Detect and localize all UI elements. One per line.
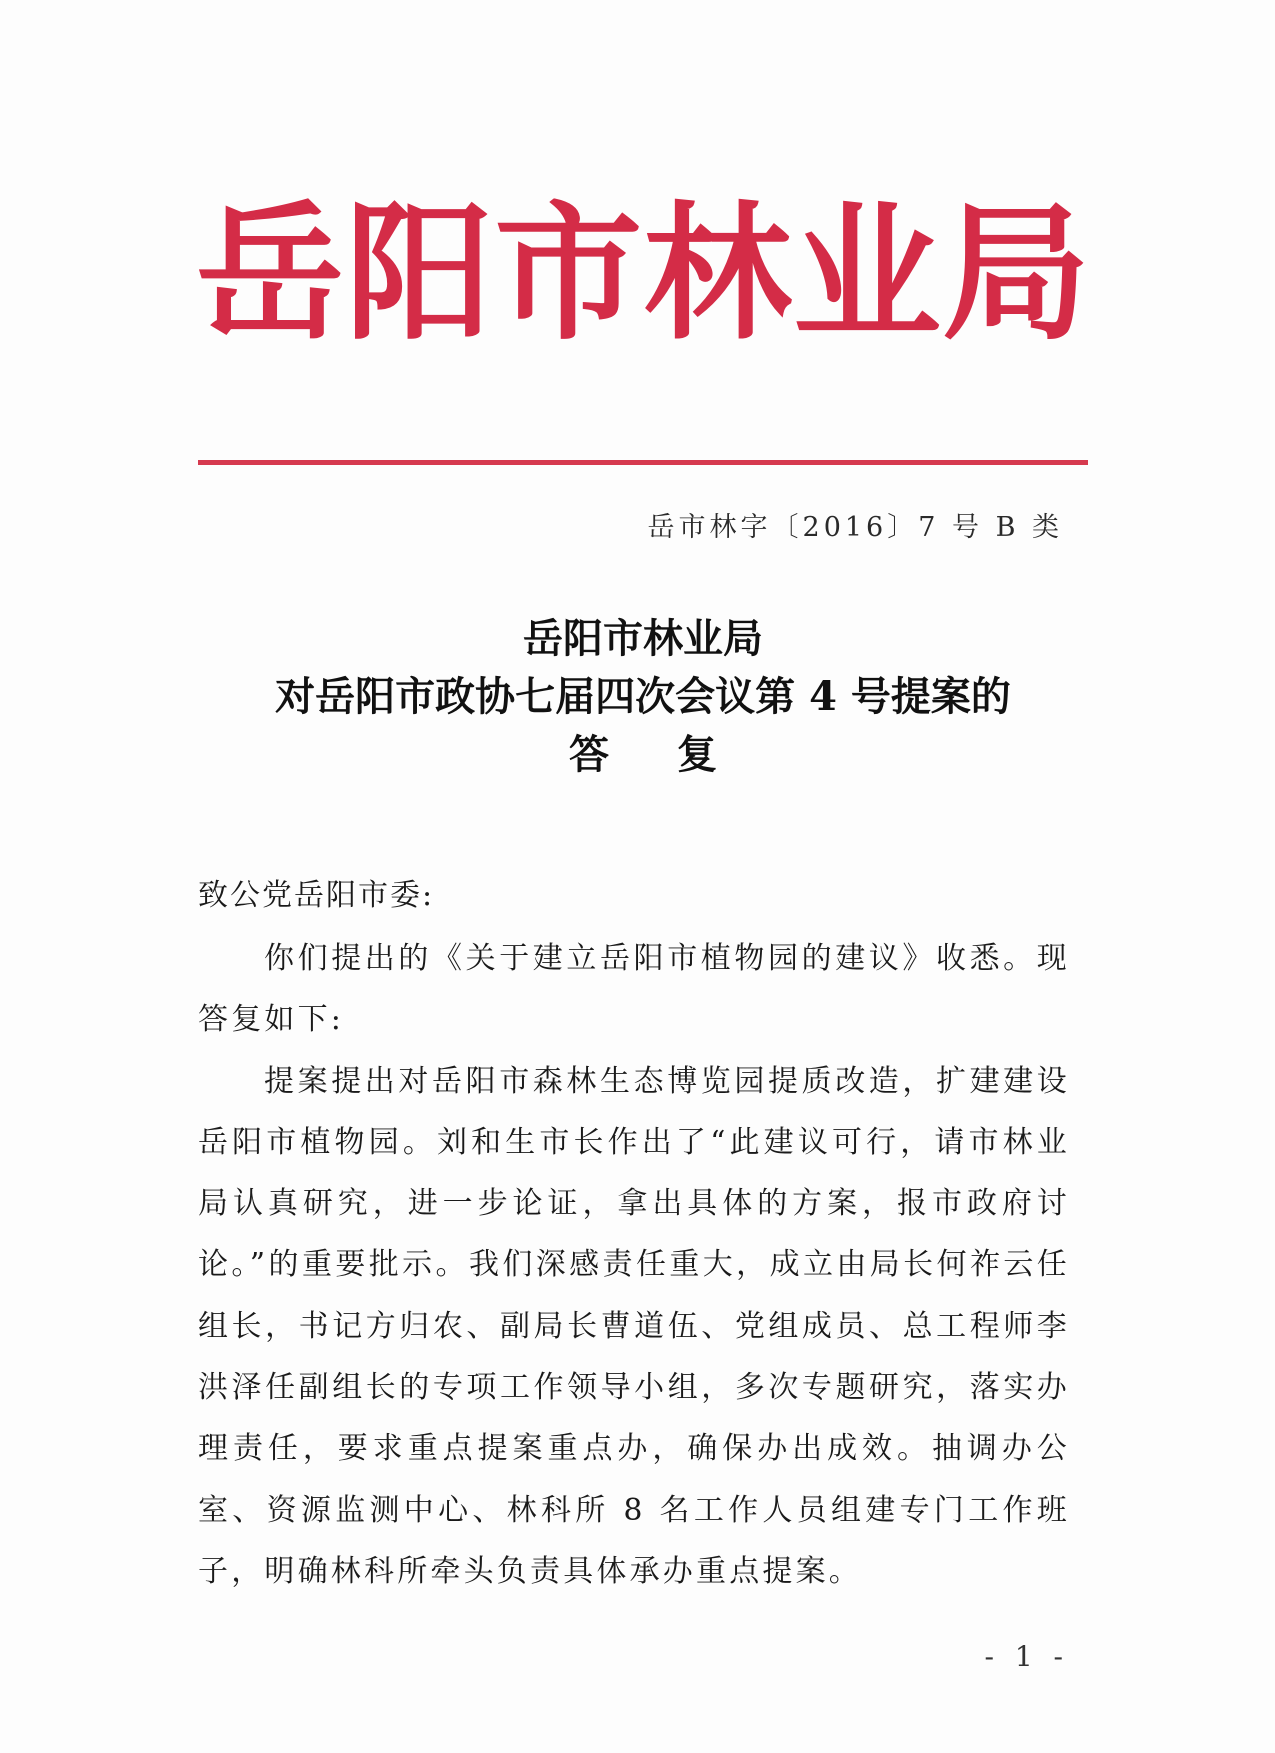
- body-paragraph: 你们提出的《关于建立岳阳市植物园的建议》收悉。现答复如下:: [198, 941, 1070, 1038]
- body-paragraph: 提案提出对岳阳市森林生态博览园提质改造，扩建建设岳阳市植物园。刘和生市长作出了“此建议可行，请市林业局认真研究，进一步论证，拿出具体的方案，报市政府讨论。”的重要批示。我们深感责任重大，成立由局长何祚云任组长，书记方归农、副局长曹道伍、党组成员、总工程师李洪泽任副组长的专项工作领导小组，多次专题研究，落实办理责任，要求重点提案重点办，确保办出成效。抽调办公室、资源监测中心、林科所 8 名工作人员组建专门工作班子，明确林科所牵头负责具体承办重点提案。: [198, 1063, 1070, 1589]
- title-line-reply: 答复: [569, 731, 785, 778]
- page-number: - 1 -: [984, 1640, 1069, 1673]
- letterhead-title: [196, 188, 1090, 358]
- letterhead-char: 林: [643, 186, 792, 360]
- letterhead-divider: [198, 460, 1088, 465]
- letterhead-char: 岳: [196, 186, 344, 360]
- document-number: 岳市林字〔2016〕7 号 B 类: [647, 512, 1063, 543]
- document-title: [196, 610, 1090, 784]
- letterhead-char: 局: [941, 186, 1090, 360]
- letterhead-char: 阳: [345, 186, 494, 360]
- title-line-issuer: 岳阳市林业局: [523, 615, 763, 662]
- title-line-subject: 对岳阳市政协七届四次会议第 4 号提案的: [275, 673, 1011, 720]
- addressee: 致公党岳阳市委:: [198, 878, 435, 913]
- body-text: [198, 928, 1070, 1602]
- letterhead-char: 市: [494, 186, 643, 360]
- letterhead-char: 业: [792, 186, 941, 360]
